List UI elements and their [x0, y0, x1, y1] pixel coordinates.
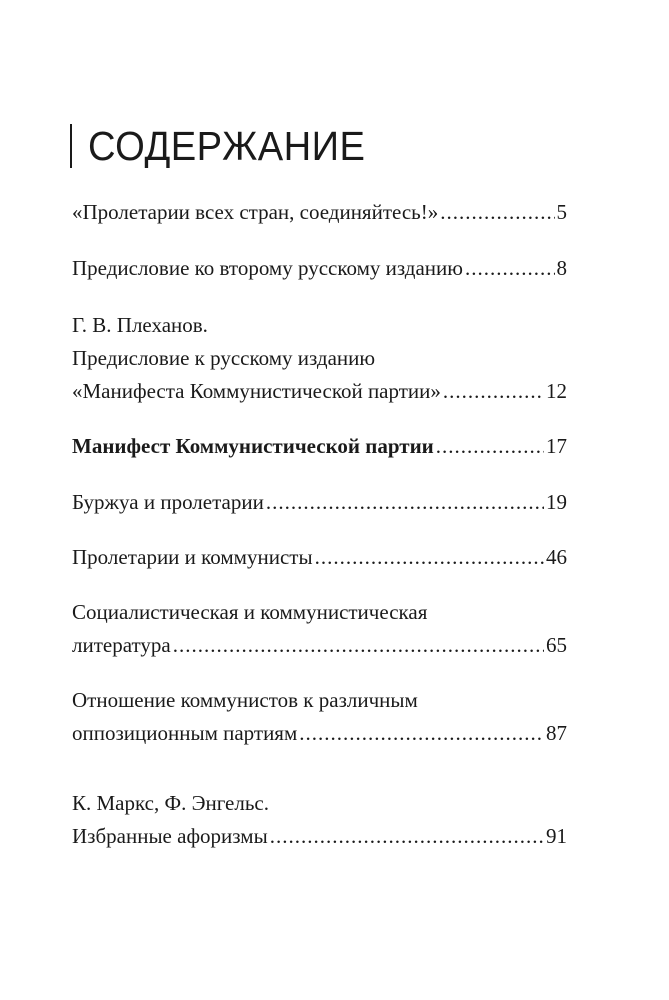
- leader-dots: [465, 252, 555, 285]
- toc-entry-line: Предисловие к русскому изданию: [72, 346, 376, 370]
- toc-page-number: 46: [546, 545, 567, 569]
- toc-entry-title: литература: [72, 633, 171, 657]
- toc-page-number: 17: [546, 434, 567, 458]
- heading-rule: [70, 124, 72, 168]
- toc-entry-line: [72, 820, 567, 853]
- leader-dots: [266, 486, 544, 519]
- toc-page-number: 87: [546, 721, 567, 745]
- toc-entry-line: [72, 629, 567, 662]
- leader-dots: [440, 196, 554, 229]
- toc-entry-title: Манифест Коммунистической партии: [72, 434, 434, 458]
- toc-entry: [72, 430, 567, 463]
- toc-entry-line: К. Маркс, Ф. Энгельс.: [72, 791, 269, 815]
- toc-entry: [72, 596, 567, 662]
- toc-entry-line: Отношение коммунистов к различным: [72, 688, 418, 712]
- toc-entry: [72, 787, 567, 853]
- toc-page-number: 5: [556, 200, 567, 224]
- toc-entry-line: Г. В. Плеханов.: [72, 313, 208, 337]
- toc-entry-line: [72, 252, 567, 285]
- toc-entry-title: Избранные афоризмы: [72, 824, 268, 848]
- leader-dots: [173, 629, 544, 662]
- toc-entry-title: оппозиционным партиям: [72, 721, 298, 745]
- toc-entry: [72, 252, 567, 285]
- toc-entry: [72, 684, 567, 750]
- toc-entry: [72, 486, 567, 519]
- page-title: СОДЕРЖАНИЕ: [88, 122, 366, 169]
- toc-entry-title: Предисловие ко второму русскому изданию: [72, 256, 463, 280]
- leader-dots: [299, 717, 544, 750]
- toc-entry-title: «Пролетарии всех стран, соединяйтесь!»: [72, 200, 439, 224]
- toc-entry-line: Социалистическая и коммунистическая: [72, 600, 428, 624]
- toc-page-number: 91: [546, 824, 567, 848]
- toc-entry-line: [72, 541, 567, 574]
- toc-entry-title: «Манифеста Коммунистической партии»: [72, 379, 441, 403]
- toc-entry: [72, 196, 567, 229]
- toc-entry-line: [72, 717, 567, 750]
- toc-page-number: 19: [546, 490, 567, 514]
- toc-page-number: 8: [556, 256, 567, 280]
- toc-entry-line: [72, 486, 567, 519]
- contents-heading: [70, 116, 386, 176]
- toc-entry-line: [72, 196, 567, 229]
- leader-dots: [270, 820, 544, 853]
- leader-dots: [436, 430, 544, 463]
- toc-entry: [72, 309, 567, 408]
- toc-entry-title: Буржуа и пролетарии: [72, 490, 264, 514]
- toc-entry: [72, 541, 567, 574]
- leader-dots: [315, 541, 544, 574]
- toc-entry-title: Пролетарии и коммунисты: [72, 545, 313, 569]
- toc-entry-line: [72, 430, 567, 463]
- toc-page-number: 65: [546, 633, 567, 657]
- toc-entry-line: [72, 375, 567, 408]
- toc-page-number: 12: [546, 379, 567, 403]
- leader-dots: [443, 375, 544, 408]
